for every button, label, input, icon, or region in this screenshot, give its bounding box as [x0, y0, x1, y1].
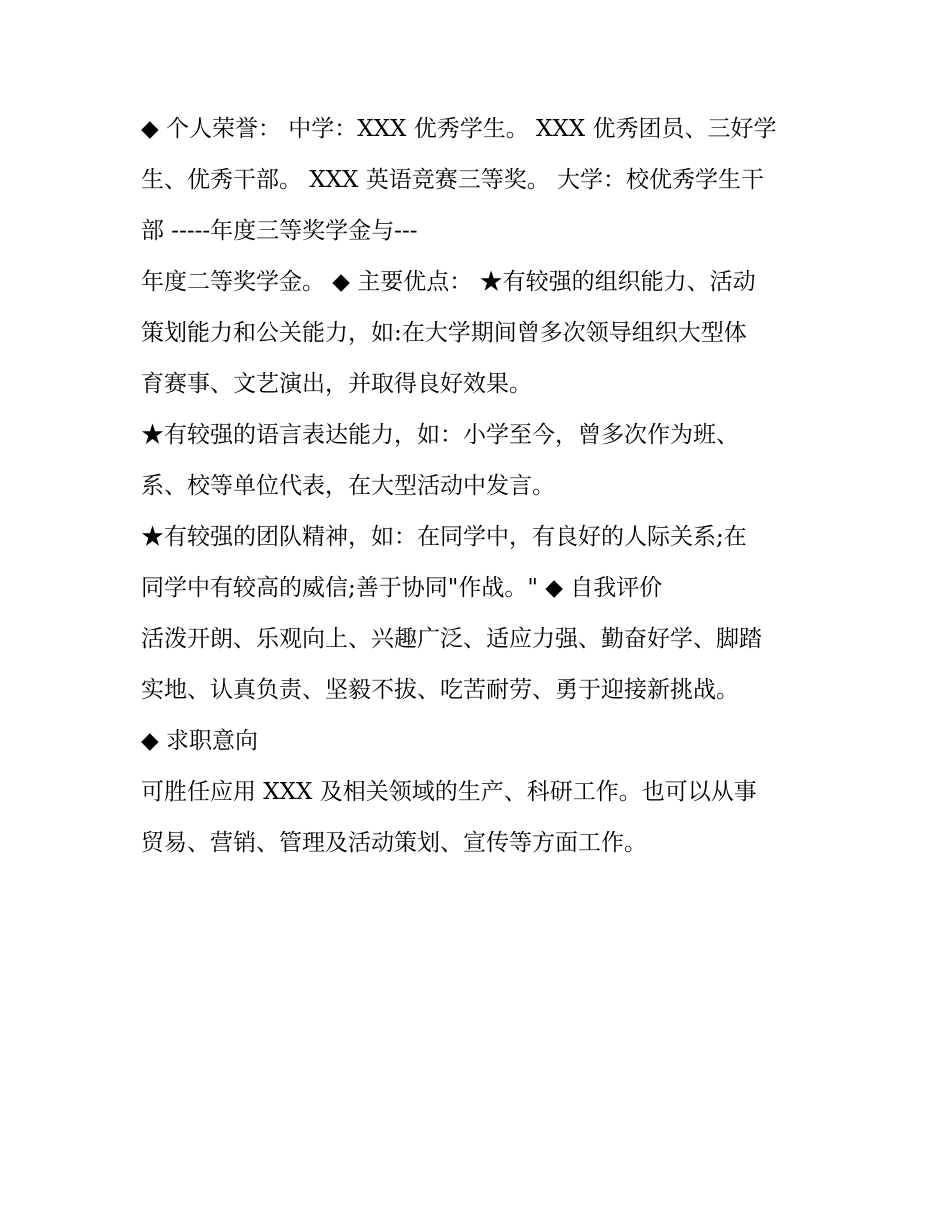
text-line: 生、优秀干部。 XXX 英语竞赛三等奖。 大学：校优秀学生干 [141, 167, 765, 193]
text-line: 育赛事、文艺演出，并取得良好效果。 [141, 371, 532, 397]
text-line: 年度二等奖学金。 ◆ 主要优点： ★有较强的组织能力、活动 [141, 269, 756, 295]
text-line: 活泼开朗、乐观向上、兴趣广泛、适应力强、勤奋好学、脚踏 [141, 626, 762, 652]
text-line: 实地、认真负责、坚毅不拔、吃苦耐劳、勇于迎接新挑战。 [141, 677, 739, 703]
text-line: 系、校等单位代表，在大型活动中发言。 [141, 473, 555, 499]
text-line: ◆ 个人荣誉： 中学：XXX 优秀学生。 XXX 优秀团员、三好学 [141, 116, 777, 142]
text-line: ★有较强的语言表达能力，如：小学至今，曾多次作为班、 [141, 422, 739, 448]
document-body [141, 104, 821, 869]
text-line: 同学中有较高的威信;善于协同"作战。" ◆ 自我评价 [141, 575, 663, 601]
text-line: 策划能力和公关能力，如:在大学期间曾多次领导组织大型体 [141, 320, 747, 346]
text-line: 部 -----年度三等奖学金与--- [141, 218, 418, 244]
text-line: ◆ 求职意向 [141, 728, 258, 754]
text-line: 贸易、营销、管理及活动策划、宣传等方面工作。 [141, 830, 647, 856]
text-line: 可胜任应用 XXX 及相关领域的生产、科研工作。也可以从事 [141, 779, 757, 805]
text-line: ★有较强的团队精神，如：在同学中，有良好的人际关系;在 [141, 524, 747, 550]
